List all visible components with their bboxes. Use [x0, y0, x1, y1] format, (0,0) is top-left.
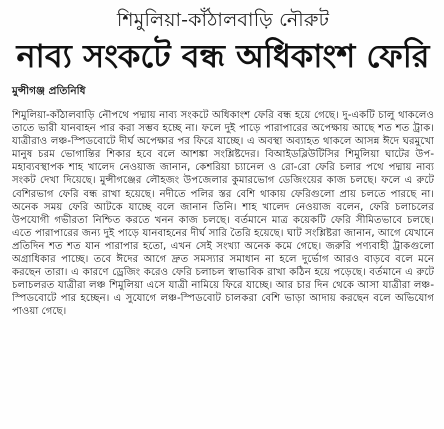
main-headline: নাব্য সংকটে বন্ধ অধিকাংশ ফেরি — [16, 37, 430, 75]
kicker-headline: শিমুলিয়া-কাঁঠালবাড়ি নৌরুট — [116, 9, 330, 31]
article-body: শিমুলিয়া-কাঁঠালবাড়ি নৌপথে পদ্মায় নাব্য সংকটে অধিকাংশ ফেরি বন্ধ হয়ে গেছে। দু-একটি চালু থাকলেও তাতে ভারী যানবাহন পার করা সম্ভব হচ্ছে না। ফলে দুই পাড়ে পারাপারের অপেক্ষায় আছে শত শত ট্রাক। যাত্রীরাও লঞ্চ-স্পিডবোটে দীর্ঘ অপেক্ষার পর ফিরে যাচ্ছে। এ অবস্থা অব্যাহত থাকলে আসন্ন ঈদে ঘরমুখো মানুষ চরম ভোগান্তির শিকার হবে বলে আশঙ্কা সংশ্লিষ্টদের। বিআইডব্লিউটিসির শিমুলিয়া ঘাটের উপ-মহাব্যবস্থাপক শাহ খালেদ নেওয়াজ জানান, কেশরিয়া চ্যানেল ও রো-রো ফেরি চলার পথে পদ্মায় নাব্য সংকট দেখা দিয়েছে। মুন্সীগঞ্জের লৌহজং উপজেলার কুমারভোগ ডেজিংয়ের কাজ চলছে। ফলে এ রুটে বেশিরভাগ ফেরি বন্ধ রাখা হয়েছে। নদীতে পলির স্তর বেশি থাকায় ফেরিগুলো প্রায় চলতে পারছে না। অনেক সময় ফেরি আটকে যাচ্ছে বলে জানান তিনি। শাহ খালেদ নেওয়াজ বলেন, ফেরি চলাচলের উপযোগী গভীরতা নিশ্চিত করতে খনন কাজ চলছে। বর্তমানে মাত্র কয়েকটি ফেরি সীমিতভাবে চলছে। এতে পারাপারের জন্য দুই পাড়ে যানবাহনের দীর্ঘ সারি তৈরি হয়েছে। ঘাট সংশ্লিষ্টরা জানান, আগে যেখানে প্রতিদিন শত শত যান পারাপার হতো, এখন সেই সংখ্যা অনেক কমে গেছে। জরুরি পণ্যবাহী ট্রাকগুলো অগ্রাধিকার পাচ্ছে। তবে ঈদের আগে দ্রুত সমস্যার সমাধান না হলে দুর্ভোগ আরও বাড়বে বলে মনে করছেন তারা। এ কারণে ড্রেজিং করেও ফেরি চলাচল স্বাভাবিক রাখা কঠিন হয়ে পড়েছে। বর্তমানে এ রুটে চলাচলরত যাত্রীরা লঞ্চ শিমুলিয়া এসে যাত্রী নামিয়ে ফিরে যাচ্ছে। আর চার দিন থেকে আসা যাত্রীরা লঞ্চ-স্পিডবোটে পার হচ্ছেন। এ সুযোগে লঞ্চ-স্পিডবোট চালকরা বেশি ভাড়া আদায় করছেন বলে অভিযোগ পাওয়া গেছে। — [12, 110, 434, 318]
byline: মুন্সীগঞ্জ প্রতিনিধি — [12, 85, 86, 97]
